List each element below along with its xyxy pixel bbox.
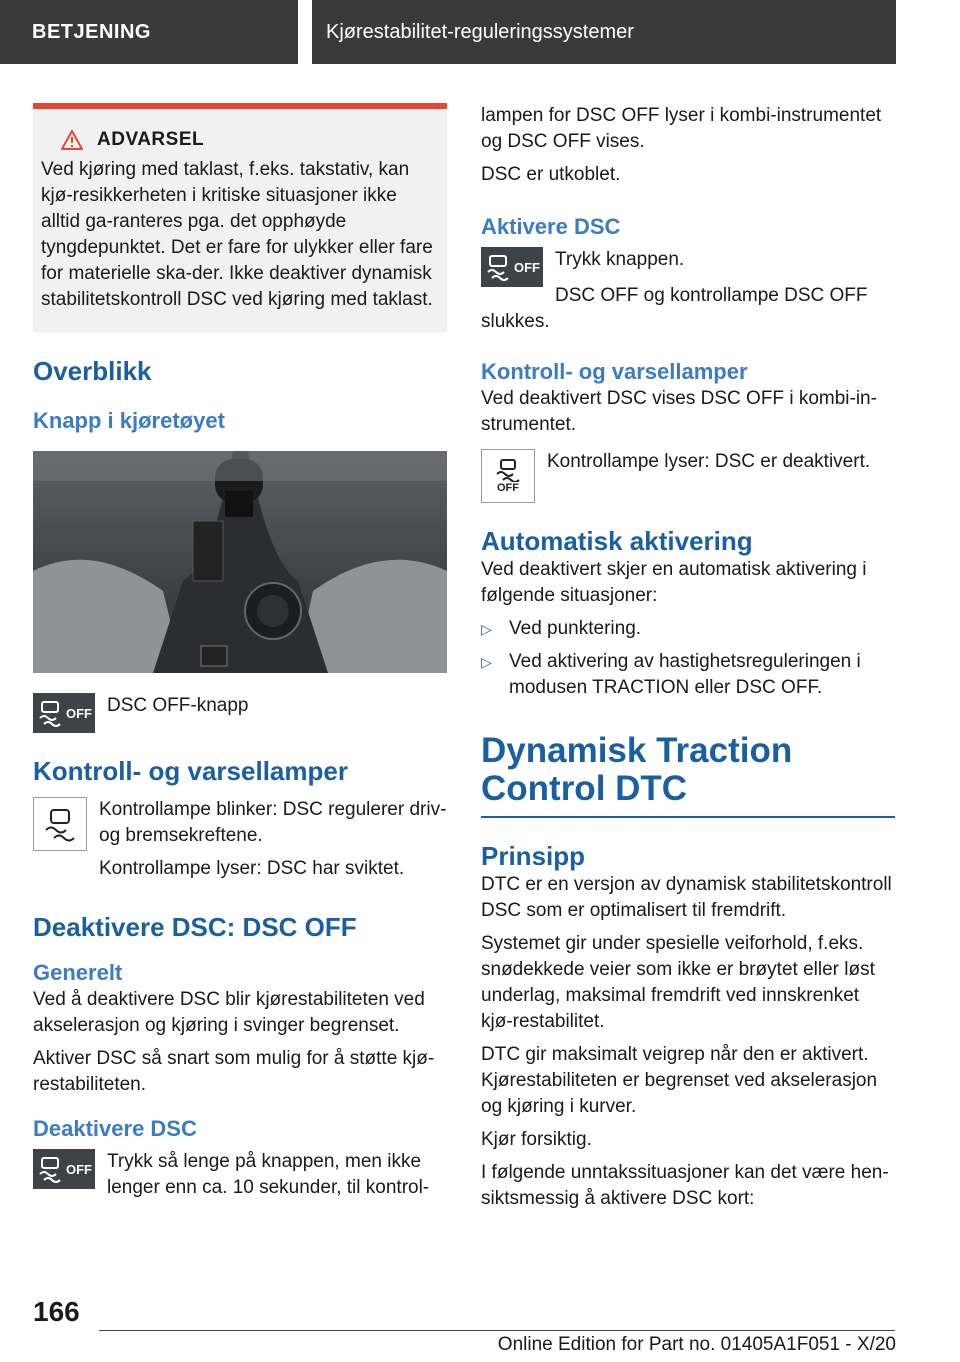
warning-triangle-icon [61, 130, 83, 150]
off-label: OFF [497, 482, 519, 494]
right-lamps-text: Ved deaktivert DSC vises DSC OFF i kombi-in-strumentet. [481, 388, 877, 435]
skid-car-lamp-icon [40, 804, 80, 844]
skid-car-lamp-icon [493, 458, 523, 482]
deactivate-subheading: Deaktivere DSC [33, 1116, 197, 1141]
overview-heading: Overblikk [33, 356, 152, 386]
deactivate-row [33, 1149, 447, 1208]
button-heading: Knapp i kjøretøyet [33, 408, 225, 433]
auto-text: Ved deaktivert skjer en automatisk aktivering i følgende situasjoner: [481, 559, 867, 606]
skid-car-icon [36, 699, 64, 727]
header-section-label: BETJENING [32, 20, 151, 43]
center-console-photo [33, 451, 447, 673]
left-column [33, 103, 447, 1208]
off-label: OFF [66, 705, 92, 721]
page-number: 166 [33, 1296, 80, 1327]
right-column [481, 103, 895, 1219]
lamp-row [33, 797, 447, 889]
footer-edition: Online Edition for Part no. 01405A1F051 - X/20 [497, 1334, 896, 1355]
triangle-bullet-icon: ▷ [481, 621, 492, 637]
disabled-text: DSC er utkoblet. [481, 164, 621, 185]
lamps-heading: Kontroll- og varsellamper [33, 756, 348, 786]
principle-heading: Prinsipp [481, 841, 586, 871]
activate-off-text: DSC OFF og kontrollampe DSC OFF slukkes. [481, 285, 868, 332]
button-caption: DSC OFF-knapp [107, 695, 249, 716]
off-label: OFF [66, 1161, 92, 1177]
deactivate-heading: Deaktivere DSC: DSC OFF [33, 912, 357, 942]
console-illustration [33, 451, 447, 673]
auto-heading: Automatisk aktivering [481, 526, 753, 556]
right-lamp-on-text: Kontrollampe lyser: DSC er deaktivert. [547, 451, 871, 472]
bullet-text: Ved punktering. [509, 618, 642, 639]
dsc-off-button-icon [33, 693, 95, 733]
activate-press-text: Trykk knappen. [555, 249, 685, 270]
header-chapter [312, 0, 896, 64]
principle-text-1: DTC er en versjon av dynamisk stabilitetskontroll DSC som er optimalisert til fremdrift. [481, 874, 892, 921]
warning-box [33, 103, 447, 333]
lamp-on-text: Kontrollampe lyser: DSC har sviktet. [99, 858, 405, 879]
principle-text-5: I følgende unntakssituasjoner kan det være hen-siktsmessig å aktivere DSC kort: [481, 1162, 889, 1209]
skid-car-icon [484, 253, 512, 281]
dsc-lamp-icon [33, 797, 87, 851]
dtc-heading-block [481, 732, 895, 818]
warning-text: Ved kjøring med taklast, f.eks. takstativ, kan kjø-resikkerheten i kritiske situasjoner ikke alltid ga-ranteres pga. det opphøyde tyngdepunktet. Det er fare for ulykker eller fare for materielle ska-der. Ikke deaktiver dynamisk stabilitetskontroll DSC ved kjøring med taklast. [41, 159, 433, 310]
dsc-off-button-icon-2 [33, 1149, 95, 1189]
principle-text-3: DTC gir maksimalt veigrep når den er aktivert. Kjørestabiliteten er begrenset ved akselerasjon og kjøring i kurver. [481, 1044, 878, 1117]
general-text-1: Ved å deaktivere DSC blir kjørestabiliteten ved akselerasjon og kjøring i svinger begrenset. [33, 989, 425, 1036]
list-item [481, 649, 895, 701]
activate-row [481, 247, 895, 287]
triangle-bullet-icon: ▷ [481, 654, 492, 670]
dsc-button-row [33, 693, 447, 733]
bullet-text: Ved aktivering av hastighetsreguleringen i modusen TRACTION eller DSC OFF. [509, 651, 861, 698]
general-heading: Generelt [33, 960, 123, 985]
continue-text: lampen for DSC OFF lyser i kombi-instrumentet og DSC OFF vises. [481, 105, 882, 152]
principle-text-4: Kjør forsiktig. [481, 1129, 592, 1150]
dsc-off-button-icon-3 [481, 247, 543, 287]
lamp-blink-text: Kontrollampe blinker: DSC regulerer driv- og bremsekreftene. [99, 799, 447, 846]
deactivate-text: Trykk så lenge på knappen, men ikke lenger enn ca. 10 sekunder, til kontrol- [107, 1151, 430, 1198]
header-section [0, 0, 298, 64]
activate-heading: Aktivere DSC [481, 214, 621, 239]
footer-divider [99, 1330, 895, 1331]
right-lamps-heading: Kontroll- og varsellamper [481, 359, 748, 384]
dtc-heading: Dynamisk Traction Control DTC [481, 731, 793, 808]
general-text-2: Aktiver DSC så snart som mulig for å støtte kjø-restabiliteten. [33, 1048, 435, 1095]
warning-header [41, 129, 439, 151]
warning-title: ADVARSEL [97, 129, 205, 150]
dsc-off-lamp-icon [481, 449, 535, 503]
list-item [481, 616, 895, 642]
off-label: OFF [514, 259, 540, 275]
skid-car-icon [36, 1155, 64, 1183]
principle-text-2: Systemet gir under spesielle veiforhold, f.eks. snødekkede veier som ikke er brøytet eller løst underlag, maksimal fremdrift ved innskrenket kjø-restabilitet. [481, 933, 875, 1032]
header-chapter-label: Kjørestabilitet-reguleringssystemer [326, 20, 634, 43]
right-lamp-row [481, 449, 895, 503]
